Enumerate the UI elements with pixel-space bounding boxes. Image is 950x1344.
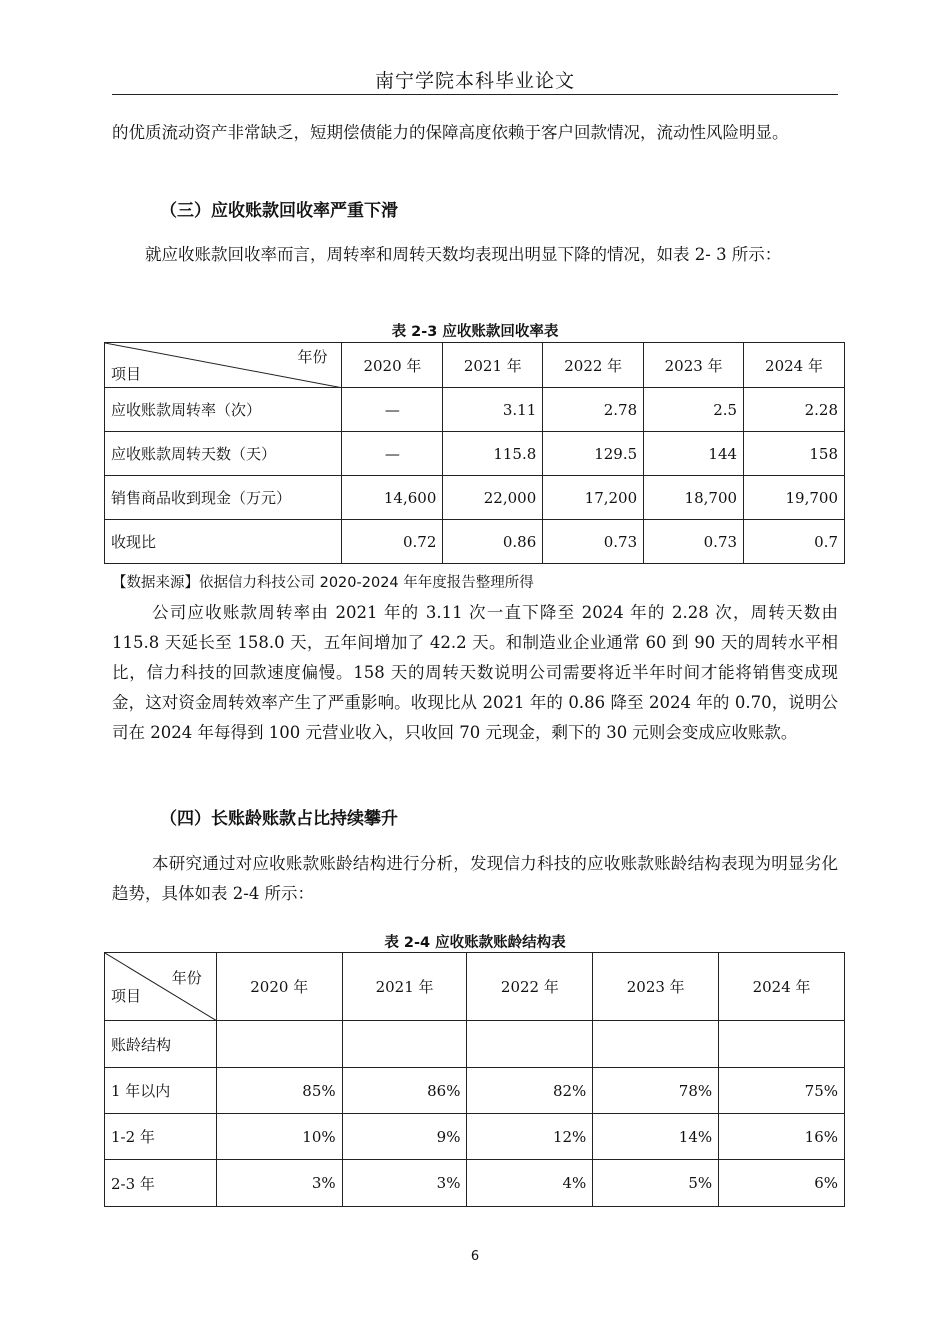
table-2-4-corner-cell (105, 953, 217, 1021)
table-cell: 3.11 (443, 388, 543, 432)
section-4-heading: （四）长账龄账款占比持续攀升 (160, 809, 398, 829)
table-row (105, 388, 845, 432)
table-cell: 9% (342, 1114, 467, 1160)
section-3-heading: （三）应收账款回收率严重下滑 (160, 201, 398, 221)
row-label: 1 年以内 (105, 1068, 217, 1114)
table-cell: 4% (467, 1160, 593, 1207)
year-header: 2024 年 (719, 953, 845, 1021)
table-cell: — (342, 432, 443, 476)
table-cell: 86% (342, 1068, 467, 1114)
table-cell: 85% (216, 1068, 342, 1114)
table-cell (719, 1021, 845, 1068)
table-2-3-caption: 表 2-3 应收账款回收率表 (391, 324, 559, 340)
table-row (105, 520, 845, 564)
table-cell: 115.8 (443, 432, 543, 476)
year-header: 2022 年 (543, 343, 644, 388)
table-cell: 14% (593, 1114, 719, 1160)
table-row (105, 1114, 845, 1160)
table-cell (593, 1021, 719, 1068)
running-header: 南宁学院本科毕业论文 (374, 70, 575, 92)
table-cell: 14,600 (342, 476, 443, 520)
paragraph-3: 公司应收账款周转率由 2021 年的 3.11 次一直下降至 2024 年的 2.28 次，周转天数由 115.8 天延长至 158.0 天，五年间增加了 42.2 天。和制造业企业通常 60 到 90 天的周转水平相比，信力科技的回款速度偏慢。158 天的周转天数说明公司需要将近半年时间才能将销售变成现金，这对资金周转效率产生了严重影响。收现比从 2021 年的 0.86 降至 2024 年的 0.70，说明公司在 2024 年每得到 100 元营业收入，只收回 70 元现金，剩下的 30 元则会变成应收账款。 (112, 603, 838, 742)
table-cell: 12% (467, 1114, 593, 1160)
paragraph-1: 的优质流动资产非常缺乏，短期偿债能力的保障高度依赖于客户回款情况，流动性风险明显。 (112, 123, 789, 142)
table-2-3-source-note: 【数据来源】依据信力科技公司 2020-2024 年年度报告整理所得 (112, 575, 534, 591)
table-cell: 19,700 (744, 476, 845, 520)
table-cell: 75% (719, 1068, 845, 1114)
table-cell: 22,000 (443, 476, 543, 520)
year-header: 2021 年 (342, 953, 467, 1021)
row-label: 收现比 (105, 520, 342, 564)
table-cell (342, 1021, 467, 1068)
table-cell: 18,700 (644, 476, 744, 520)
table-cell: 0.73 (543, 520, 644, 564)
row-label: 1-2 年 (105, 1114, 217, 1160)
table-cell: 158 (744, 432, 845, 476)
table-cell: 10% (216, 1114, 342, 1160)
table-row (105, 1068, 845, 1114)
table-row (105, 476, 845, 520)
table-cell: 16% (719, 1114, 845, 1160)
corner-year-label: 年份 (297, 348, 328, 366)
table-cell: 0.72 (342, 520, 443, 564)
table-2-3-header-row (105, 343, 845, 388)
table-cell: 2.5 (644, 388, 744, 432)
table-cell: 5% (593, 1160, 719, 1207)
row-label: 2-3 年 (105, 1160, 217, 1207)
table-cell: 2.78 (543, 388, 644, 432)
row-label: 应收账款周转天数（天） (105, 432, 342, 476)
table-2-4-caption: 表 2-4 应收账款账龄结构表 (384, 935, 566, 951)
table-row (105, 1021, 845, 1068)
row-label: 账龄结构 (105, 1021, 217, 1068)
row-label: 销售商品收到现金（万元） (105, 476, 342, 520)
table-cell: 78% (593, 1068, 719, 1114)
table-cell (467, 1021, 593, 1068)
paragraph-2: 就应收账款回收率而言，周转率和周转天数均表现出明显下降的情况，如表 2- 3 所示： (145, 245, 782, 264)
table-2-4-header-row (105, 953, 845, 1021)
table-cell: 144 (644, 432, 744, 476)
year-header: 2020 年 (216, 953, 342, 1021)
header-rule (112, 94, 838, 95)
corner-item-label: 项目 (111, 987, 142, 1005)
table-cell: 2.28 (744, 388, 845, 432)
table-cell: 129.5 (543, 432, 644, 476)
year-header: 2020 年 (342, 343, 443, 388)
table-cell: 6% (719, 1160, 845, 1207)
table-2-3 (104, 342, 845, 564)
table-cell: — (342, 388, 443, 432)
table-cell: 3% (342, 1160, 467, 1207)
table-cell (216, 1021, 342, 1068)
table-row (105, 432, 845, 476)
table-cell: 3% (216, 1160, 342, 1207)
corner-year-label: 年份 (171, 969, 202, 987)
paragraph-4: 本研究通过对应收账款账龄结构进行分析，发现信力科技的应收账款账龄结构表现为明显劣化趋势，具体如表 2-4 所示： (112, 854, 838, 903)
year-header: 2023 年 (644, 343, 744, 388)
table-2-4 (104, 952, 845, 1207)
row-label: 应收账款周转率（次） (105, 388, 342, 432)
table-cell: 17,200 (543, 476, 644, 520)
table-2-3-corner-cell (105, 343, 342, 388)
year-header: 2021 年 (443, 343, 543, 388)
table-cell: 82% (467, 1068, 593, 1114)
table-cell: 0.73 (644, 520, 744, 564)
table-cell: 0.86 (443, 520, 543, 564)
year-header: 2022 年 (467, 953, 593, 1021)
corner-item-label: 项目 (111, 365, 142, 383)
table-cell: 0.7 (744, 520, 845, 564)
year-header: 2023 年 (593, 953, 719, 1021)
table-row (105, 1160, 845, 1207)
page-number: 6 (470, 1249, 480, 1264)
year-header: 2024 年 (744, 343, 845, 388)
